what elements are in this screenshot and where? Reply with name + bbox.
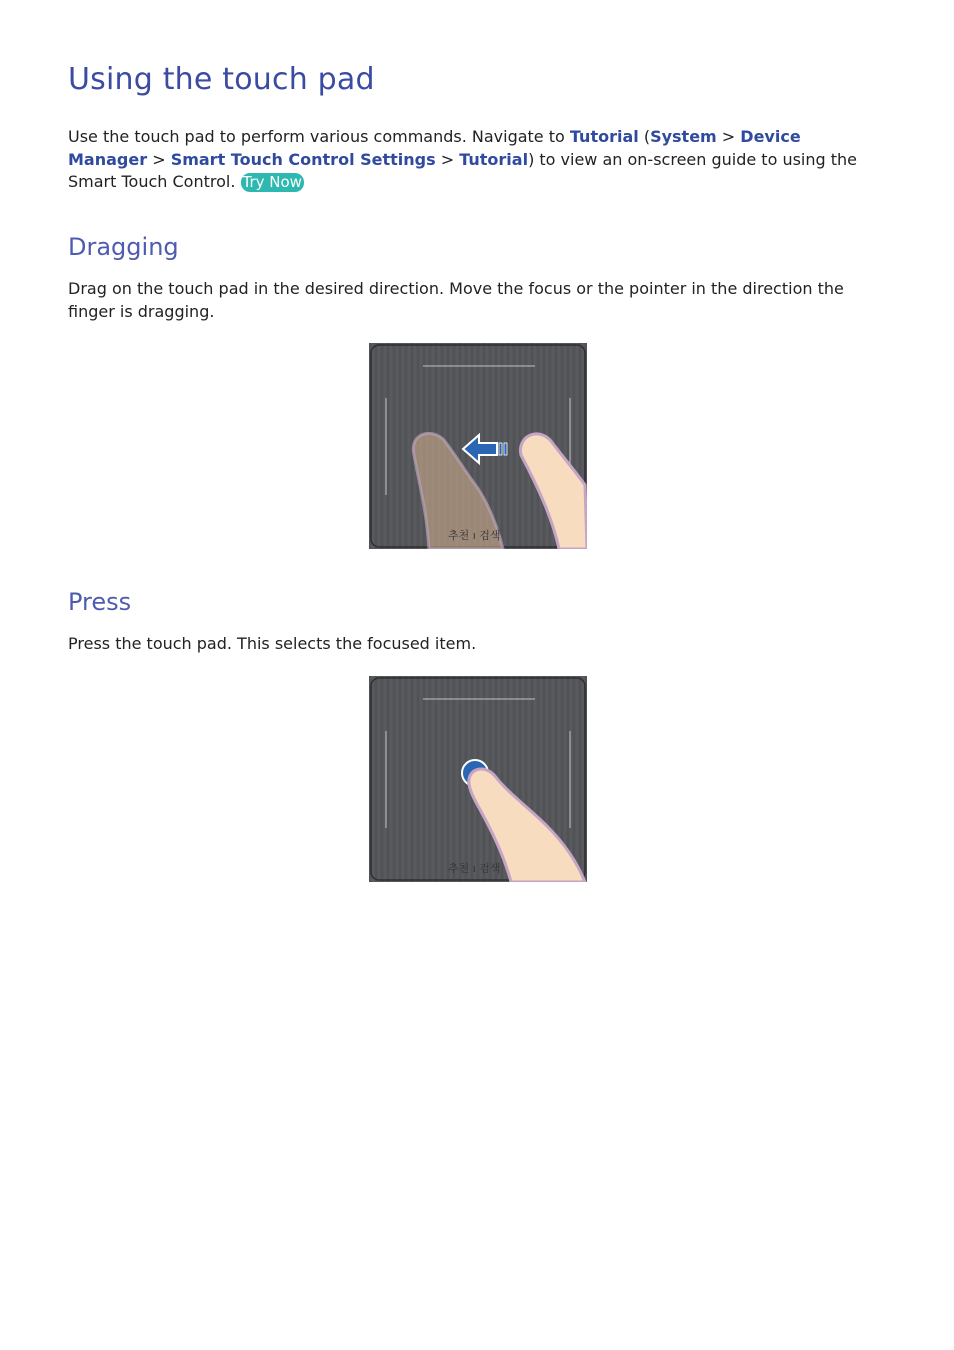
separator: > [147,149,171,169]
intro-text-after: ) to view an on-screen guide to using the Smart Touch Control. [68,149,858,191]
paren-text: ( [638,127,651,146]
separator: > [716,127,741,146]
device-manager-link[interactable]: Device Manager [68,127,801,169]
dragging-illustration [369,343,587,549]
intro-text: Use the touch pad to perform various commands. Navigate to [68,127,570,146]
try-now-button[interactable]: Try Now [242,173,302,191]
system-link[interactable]: System [650,127,717,146]
section-heading-press: Press [68,588,132,616]
separator: > [435,149,460,169]
smart-touch-settings-link[interactable]: Smart Touch Control Settings [170,149,436,169]
pad-label: 추천 ı 검색 [448,529,501,542]
tutorial-link-2[interactable]: Tutorial [459,149,529,169]
tutorial-link[interactable]: Tutorial [569,127,639,146]
pad-label: 추천 ı 검색 [448,862,501,875]
intro-paragraph [68,126,858,194]
press-illustration [369,676,587,882]
dragging-description: Drag on the touch pad in the desired direction. Move the focus or the pointer in the direction the finger is dragging. [68,279,844,321]
press-description: Press the touch pad. This selects the focused item. [68,634,477,653]
page-title: Using the touch pad [68,62,375,97]
section-heading-dragging: Dragging [68,233,179,261]
